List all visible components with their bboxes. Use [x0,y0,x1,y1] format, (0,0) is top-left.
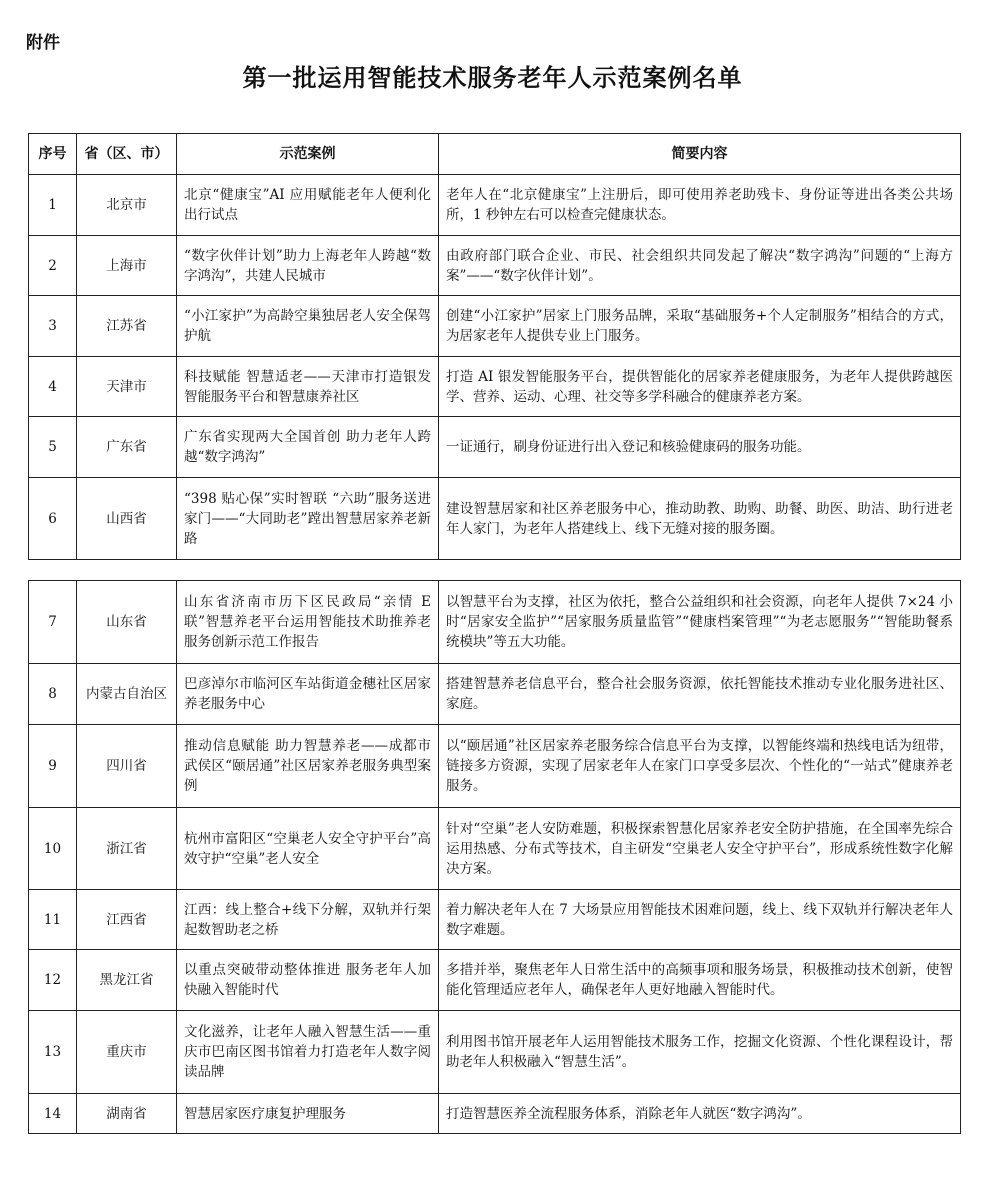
row-case: 科技赋能 智慧适老——天津市打造银发智能服务平台和智慧康养社区 [177,357,439,417]
table-row [29,357,961,417]
annex-label: 附件 [26,33,60,53]
row-no: 10 [29,808,77,890]
row-case: 北京“健康宝”AI 应用赋能老年人便利化出行试点 [177,175,439,236]
row-summary: 搭建智慧养老信息平台，整合社会服务资源，依托智能技术推动专业化服务进社区、家庭。 [439,664,961,725]
row-case: “小江家护”为高龄空巢独居老人安全保驾护航 [177,296,439,357]
row-no: 6 [29,478,77,560]
row-summary: 以“颐居通”社区居家养老服务综合信息平台为支撑，以智能终端和热线电话为纽带，链接多方资源，实现了居家老年人在家门口享受多层次、个性化的“一站式”健康养老服务。 [439,725,961,808]
row-province: 广东省 [77,417,177,478]
case-table-part-2 [28,580,961,1134]
row-no: 12 [29,950,77,1011]
row-summary: 以智慧平台为支撑，社区为依托，整合公益组织和社会资源，向老年人提供 7×24 小时“居家安全监护”“居家服务质量监管”“健康档案管理”“为老志愿服务”“智能助餐系统模块”等五大功能。 [439,581,961,664]
row-province: 江西省 [77,890,177,950]
row-summary: 老年人在“北京健康宝”上注册后，即可使用养老助残卡、身份证等进出各类公共场所，1 秒钟左右可以检查完健康状态。 [439,175,961,236]
page-title: 第一批运用智能技术服务老年人示范案例名单 [242,63,743,92]
row-no: 2 [29,236,77,296]
row-case: 山东省济南市历下区民政局“亲情 E 联”智慧养老平台运用智能技术助推养老服务创新示范工作报告 [177,581,439,664]
header-case: 示范案例 [177,134,439,175]
row-province: 湖南省 [77,1094,177,1134]
row-summary: 打造 AI 银发智能服务平台，提供智能化的居家养老健康服务，为老年人提供跨越医学、营养、运动、心理、社交等多学科融合的健康养老方案。 [439,357,961,417]
table-row [29,808,961,890]
row-province: 浙江省 [77,808,177,890]
table-row [29,417,961,478]
header-no: 序号 [29,134,77,175]
row-no: 9 [29,725,77,808]
table-row [29,664,961,725]
table-row [29,175,961,236]
row-no: 8 [29,664,77,725]
row-summary: 一证通行，刷身份证进行出入登记和核验健康码的服务功能。 [439,417,961,478]
case-table-part-1 [28,133,961,560]
row-province: 重庆市 [77,1011,177,1094]
row-province: 内蒙古自治区 [77,664,177,725]
table-row [29,890,961,950]
row-province: 天津市 [77,357,177,417]
row-no: 11 [29,890,77,950]
header-province: 省（区、市） [77,134,177,175]
row-province: 北京市 [77,175,177,236]
row-summary: 由政府部门联合企业、市民、社会组织共同发起了解决“数字鸿沟”问题的“上海方案”——“数字伙伴计划”。 [439,236,961,296]
row-province: 山西省 [77,478,177,560]
row-no: 5 [29,417,77,478]
row-case: 江西：线上整合+线下分解，双轨并行架起数智助老之桥 [177,890,439,950]
table-row [29,950,961,1011]
row-case: 智慧居家医疗康复护理服务 [177,1094,439,1134]
row-province: 四川省 [77,725,177,808]
row-no: 4 [29,357,77,417]
table-header-row [29,134,961,175]
row-case: 巴彦淖尔市临河区车站街道金穗社区居家养老服务中心 [177,664,439,725]
row-case: 以重点突破带动整体推进 服务老年人加快融入智能时代 [177,950,439,1011]
row-province: 上海市 [77,236,177,296]
row-summary: 创建“小江家护”居家上门服务品牌，采取“基础服务+个人定制服务”相结合的方式，为居家老年人提供专业上门服务。 [439,296,961,357]
table-row [29,236,961,296]
row-summary: 利用图书馆开展老年人运用智能技术服务工作，挖掘文化资源、个性化课程设计，帮助老年人积极融入“智慧生活”。 [439,1011,961,1094]
row-case: 杭州市富阳区“空巢老人安全守护平台”高效守护“空巢”老人安全 [177,808,439,890]
row-no: 1 [29,175,77,236]
table-row [29,1094,961,1134]
row-summary: 多措并举，聚焦老年人日常生活中的高频事项和服务场景，积极推动技术创新，使智能化管理适应老年人，确保老年人更好地融入智能时代。 [439,950,961,1011]
row-summary: 针对“空巢”老人安防难题，积极探索智慧化居家养老安全防护措施，在全国率先综合运用热感、分布式等技术，自主研发“空巢老人安全守护平台”，形成系统性数字化解决方案。 [439,808,961,890]
row-case: “数字伙伴计划”助力上海老年人跨越“数字鸿沟”，共建人民城市 [177,236,439,296]
row-province: 黑龙江省 [77,950,177,1011]
row-summary: 着力解决老年人在 7 大场景应用智能技术困难问题，线上、线下双轨并行解决老年人数字难题。 [439,890,961,950]
row-summary: 打造智慧医养全流程服务体系，消除老年人就医“数字鸿沟”。 [439,1094,961,1134]
row-no: 13 [29,1011,77,1094]
row-case: 推动信息赋能 助力智慧养老——成都市武侯区“颐居通”社区居家养老服务典型案例 [177,725,439,808]
row-summary: 建设智慧居家和社区养老服务中心，推动助教、助购、助餐、助医、助洁、助行进老年人家门，为老年人搭建线上、线下无缝对接的服务圈。 [439,478,961,560]
table-row [29,581,961,664]
row-case: 广东省实现两大全国首创 助力老年人跨越“数字鸿沟” [177,417,439,478]
table-row [29,725,961,808]
header-summary: 简要内容 [439,134,961,175]
row-province: 江苏省 [77,296,177,357]
table-row [29,478,961,560]
row-no: 14 [29,1094,77,1134]
row-no: 3 [29,296,77,357]
row-case: “398 贴心保”实时智联 “六助”服务送进家门——“大同助老”蹚出智慧居家养老新路 [177,478,439,560]
row-no: 7 [29,581,77,664]
table-row [29,1011,961,1094]
table-row [29,296,961,357]
row-case: 文化滋养，让老年人融入智慧生活——重庆市巴南区图书馆着力打造老年人数字阅读品牌 [177,1011,439,1094]
row-province: 山东省 [77,581,177,664]
